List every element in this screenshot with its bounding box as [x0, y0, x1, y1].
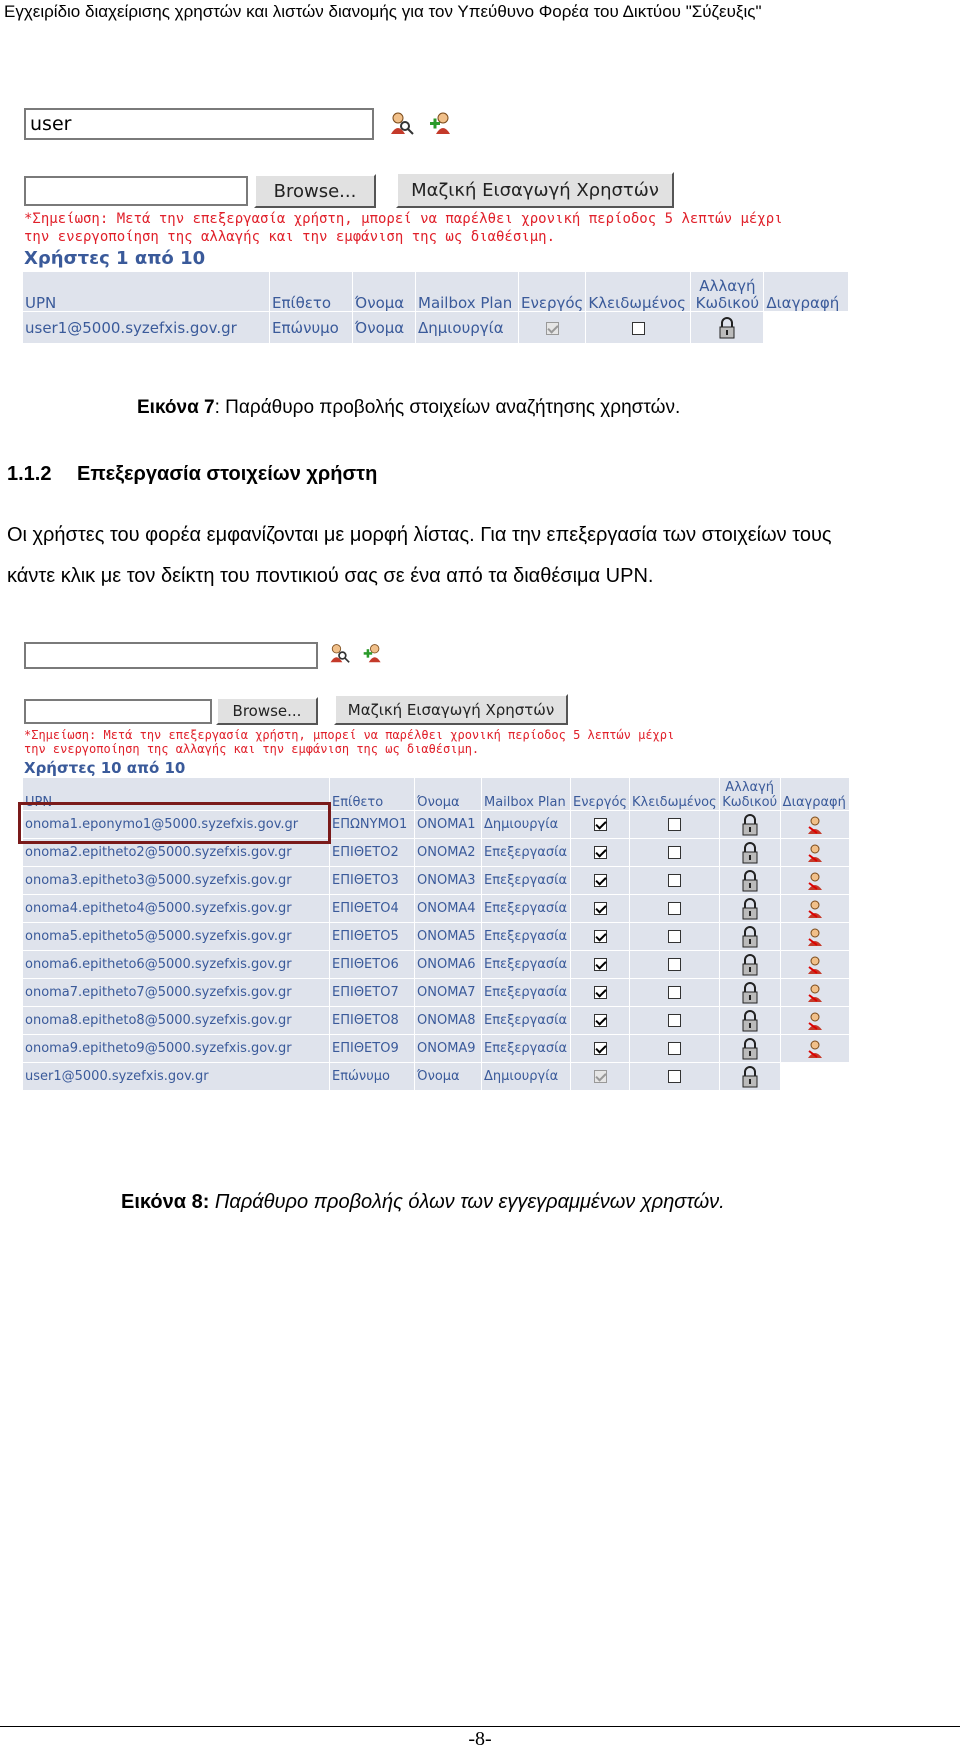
search-input[interactable] [24, 108, 374, 140]
active-cell [571, 1007, 630, 1035]
surname-cell: ΕΠΙΘΕΤΟ8 [330, 1007, 415, 1035]
lock-icon[interactable] [741, 1010, 759, 1032]
table-row [23, 951, 850, 979]
name-cell: Όνομα [353, 312, 416, 344]
active-checkbox[interactable] [594, 958, 607, 971]
active-checkbox [594, 1070, 607, 1083]
upn-link[interactable]: onoma9.epitheto9@5000.syzefxis.gov.gr [23, 1035, 330, 1063]
mailbox-plan-cell: Επεξεργασία [482, 895, 571, 923]
column-header: UPN [23, 272, 270, 312]
upn-link[interactable]: onoma5.epitheto5@5000.syzefxis.gov.gr [23, 923, 330, 951]
delete-user-icon[interactable] [806, 984, 824, 1002]
active-checkbox[interactable] [594, 818, 607, 831]
name-cell: ΟΝΟΜΑ4 [415, 895, 482, 923]
change-password-cell [719, 1063, 780, 1091]
delete-user-icon[interactable] [806, 928, 824, 946]
delete-cell [780, 951, 849, 979]
column-header: Επίθετο [330, 778, 415, 811]
upn-link[interactable]: onoma6.epitheto6@5000.syzefxis.gov.gr [23, 951, 330, 979]
locked-checkbox[interactable] [668, 1014, 681, 1027]
locked-checkbox[interactable] [668, 874, 681, 887]
change-password-cell [719, 979, 780, 1007]
locked-cell [630, 979, 720, 1007]
delete-cell [764, 312, 849, 344]
section-heading [7, 463, 377, 486]
delete-cell [780, 979, 849, 1007]
upn-link[interactable]: onoma8.epitheto8@5000.syzefxis.gov.gr [23, 1007, 330, 1035]
mailbox-plan-cell: Επεξεργασία [482, 1035, 571, 1063]
surname-cell: ΕΠΙΘΕΤΟ9 [330, 1035, 415, 1063]
surname-cell: ΕΠΙΘΕΤΟ6 [330, 951, 415, 979]
active-checkbox[interactable] [594, 874, 607, 887]
active-cell [571, 979, 630, 1007]
footer-divider [0, 1726, 960, 1727]
column-header: Mailbox Plan [416, 272, 519, 312]
lock-icon[interactable] [741, 982, 759, 1004]
locked-cell [630, 839, 720, 867]
figure-caption-8 [121, 1191, 725, 1214]
active-checkbox[interactable] [594, 1014, 607, 1027]
column-header: Αλλαγή Κωδικού [719, 778, 780, 811]
active-cell [519, 312, 586, 344]
page-number: -8- [468, 1728, 492, 1750]
change-password-cell [719, 951, 780, 979]
delete-user-icon[interactable] [806, 1012, 824, 1030]
section-title: Επεξεργασία στοιχείων χρήστη [77, 463, 378, 485]
change-password-cell [719, 1035, 780, 1063]
active-checkbox[interactable] [594, 930, 607, 943]
delete-cell [780, 811, 849, 839]
search-user-icon[interactable] [328, 642, 350, 664]
column-header: Διαγραφή [780, 778, 849, 811]
paragraph-line-2: κάντε κλικ με τον δείκτη του ποντικιού σας σε ένα από τα διαθέσιμα UPN. [7, 565, 654, 587]
locked-cell [630, 923, 720, 951]
mailbox-plan-cell: Επεξεργασία [482, 867, 571, 895]
note-line-2: την ενεργοποίηση της αλλαγής και την εμφάνιση της ως διαθέσιμη. [24, 228, 556, 245]
lock-icon[interactable] [741, 926, 759, 948]
bulk-import-button[interactable]: Μαζική Εισαγωγή Χρηστών [396, 172, 674, 208]
mailbox-plan-cell: Επεξεργασία [482, 951, 571, 979]
change-password-cell [719, 923, 780, 951]
mailbox-plan-cell: Επεξεργασία [482, 839, 571, 867]
add-user-icon[interactable] [428, 110, 454, 136]
note-line-1: *Σημείωση: Μετά την επεξεργασία χρήστη, μπορεί να παρέλθει χρονική περίοδος 5 λεπτών μέχρι [24, 728, 675, 742]
search-input[interactable] [24, 642, 318, 669]
delete-user-icon[interactable] [806, 872, 824, 890]
lock-icon[interactable] [741, 870, 759, 892]
change-password-cell [719, 895, 780, 923]
browse-button[interactable]: Browse... [254, 174, 376, 208]
active-checkbox[interactable] [594, 986, 607, 999]
locked-checkbox[interactable] [632, 322, 645, 335]
name-cell: ΟΝΟΜΑ9 [415, 1035, 482, 1063]
caption-text: Παράθυρο προβολής όλων των εγγεγραμμένων χρηστών. [209, 1191, 725, 1213]
column-header: Ενεργός [571, 778, 630, 811]
table-row [23, 923, 850, 951]
delete-cell [780, 895, 849, 923]
user-count: Χρήστες 10 από 10 [24, 759, 186, 777]
note-line-1: *Σημείωση: Μετά την επεξεργασία χρήστη, μπορεί να παρέλθει χρονική περίοδος 5 λεπτών μέχρι [24, 211, 783, 227]
table-row [23, 979, 850, 1007]
delete-cell [780, 1035, 849, 1063]
surname-cell: Επώνυμο [270, 312, 353, 344]
delete-user-icon[interactable] [806, 956, 824, 974]
surname-cell: ΕΠΩΝΥΜΟ1 [330, 811, 415, 839]
column-header: Ενεργός [519, 272, 586, 312]
note-line-2: την ενεργοποίηση της αλλαγής και την εμφάνιση της ως διαθέσιμη. [24, 742, 480, 757]
surname-cell: Επώνυμο [330, 1063, 415, 1091]
table-row [23, 1035, 850, 1063]
delete-cell [780, 1063, 849, 1091]
table-row [23, 312, 849, 344]
locked-cell [630, 1035, 720, 1063]
column-header: Αλλαγή Κωδικού [691, 272, 764, 312]
name-cell: ΟΝΟΜΑ5 [415, 923, 482, 951]
active-cell [571, 923, 630, 951]
delete-user-icon[interactable] [806, 1040, 824, 1058]
file-path-input[interactable] [24, 176, 248, 206]
caption-label: Εικόνα 8: [121, 1191, 210, 1213]
lock-icon[interactable] [718, 317, 736, 339]
browse-button[interactable]: Browse... [216, 697, 318, 725]
mailbox-plan-cell: Επεξεργασία [482, 1007, 571, 1035]
surname-cell: ΕΠΙΘΕΤΟ7 [330, 979, 415, 1007]
table-row [23, 867, 850, 895]
table-row [23, 1007, 850, 1035]
processing-note [24, 211, 783, 246]
upn-link[interactable]: onoma7.epitheto7@5000.syzefxis.gov.gr [23, 979, 330, 1007]
locked-cell [630, 867, 720, 895]
name-cell: Όνομα [415, 1063, 482, 1091]
upn-link[interactable]: onoma1.eponymo1@5000.syzefxis.gov.gr [23, 811, 330, 839]
active-cell [571, 811, 630, 839]
locked-cell [630, 1063, 720, 1091]
surname-cell: ΕΠΙΘΕΤΟ3 [330, 867, 415, 895]
change-password-cell [691, 312, 764, 344]
locked-checkbox[interactable] [668, 1070, 681, 1083]
paragraph-line-1: Οι χρήστες του φορέα εμφανίζονται με μορφή λίστας. Για την επεξεργασία των στοιχείων τους [7, 524, 832, 546]
surname-cell: ΕΠΙΘΕΤΟ5 [330, 923, 415, 951]
caption-text: : Παράθυρο προβολής στοιχείων αναζήτησης χρηστών. [214, 397, 681, 418]
upn-highlight-box [18, 802, 331, 844]
section-number: 1.1.2 [7, 463, 52, 485]
user-count: Χρήστες 1 από 10 [24, 248, 206, 269]
lock-icon[interactable] [741, 814, 759, 836]
column-header: Κλειδωμένος [630, 778, 720, 811]
search-user-icon[interactable] [388, 110, 414, 136]
lock-icon[interactable] [741, 1038, 759, 1060]
locked-checkbox[interactable] [668, 902, 681, 915]
mailbox-plan-cell: Δημιουργία [482, 811, 571, 839]
column-header: Mailbox Plan [482, 778, 571, 811]
mailbox-plan-cell: Δημιουργία [416, 312, 519, 344]
mailbox-plan-cell: Δημιουργία [482, 1063, 571, 1091]
delete-user-icon[interactable] [806, 816, 824, 834]
locked-cell [630, 811, 720, 839]
column-header: Επίθετο [270, 272, 353, 312]
lock-icon[interactable] [741, 842, 759, 864]
table-row [23, 895, 850, 923]
column-header: Όνομα [415, 778, 482, 811]
delete-cell [780, 1007, 849, 1035]
mailbox-plan-cell: Επεξεργασία [482, 979, 571, 1007]
name-cell: ΟΝΟΜΑ3 [415, 867, 482, 895]
column-header: UPN [23, 778, 330, 811]
active-cell [571, 1035, 630, 1063]
change-password-cell [719, 1007, 780, 1035]
figure-caption-7 [137, 397, 680, 419]
upn-link[interactable]: user1@5000.syzefxis.gov.gr [23, 1063, 330, 1091]
active-cell [571, 867, 630, 895]
surname-cell: ΕΠΙΘΕΤΟ2 [330, 839, 415, 867]
lock-icon[interactable] [741, 954, 759, 976]
delete-cell [780, 867, 849, 895]
locked-checkbox[interactable] [668, 846, 681, 859]
active-cell [571, 839, 630, 867]
name-cell: ΟΝΟΜΑ8 [415, 1007, 482, 1035]
delete-cell [780, 839, 849, 867]
active-checkbox[interactable] [594, 902, 607, 915]
upn-link[interactable]: onoma3.epitheto3@5000.syzefxis.gov.gr [23, 867, 330, 895]
active-cell [571, 1063, 630, 1091]
document-header-title: Εγχειρίδιο διαχείρισης χρηστών και λιστών διανομής για τον Υπεύθυνο Φορέα του Δικτύου "Σύζευξις" [4, 2, 762, 21]
search-input-value: user [30, 113, 72, 135]
delete-cell [780, 923, 849, 951]
name-cell: ΟΝΟΜΑ1 [415, 811, 482, 839]
active-cell [571, 951, 630, 979]
delete-user-icon[interactable] [806, 900, 824, 918]
name-cell: ΟΝΟΜΑ7 [415, 979, 482, 1007]
file-path-input[interactable] [24, 699, 212, 724]
upn-link[interactable]: onoma2.epitheto2@5000.syzefxis.gov.gr [23, 839, 330, 867]
add-user-icon[interactable] [362, 642, 384, 664]
users-table [22, 271, 849, 344]
delete-user-icon[interactable] [806, 844, 824, 862]
column-header: Κλειδωμένος [586, 272, 691, 312]
lock-icon[interactable] [741, 1066, 759, 1088]
active-checkbox[interactable] [594, 1042, 607, 1055]
locked-checkbox[interactable] [668, 958, 681, 971]
locked-checkbox[interactable] [668, 986, 681, 999]
change-password-cell [719, 867, 780, 895]
table-row [23, 1063, 850, 1091]
change-password-cell [719, 811, 780, 839]
lock-icon[interactable] [741, 898, 759, 920]
surname-cell: ΕΠΙΘΕΤΟ4 [330, 895, 415, 923]
active-checkbox [546, 322, 559, 335]
locked-cell [630, 1007, 720, 1035]
locked-checkbox[interactable] [668, 1042, 681, 1055]
locked-checkbox[interactable] [668, 818, 681, 831]
column-header: Διαγραφή [764, 272, 849, 312]
name-cell: ΟΝΟΜΑ6 [415, 951, 482, 979]
locked-cell [586, 312, 691, 344]
processing-note [24, 728, 674, 757]
upn-link[interactable]: user1@5000.syzefxis.gov.gr [23, 312, 270, 344]
locked-cell [630, 895, 720, 923]
upn-link[interactable]: onoma4.epitheto4@5000.syzefxis.gov.gr [23, 895, 330, 923]
locked-cell [630, 951, 720, 979]
bulk-import-button[interactable]: Μαζική Εισαγωγή Χρηστών [334, 694, 568, 725]
locked-checkbox[interactable] [668, 930, 681, 943]
active-checkbox[interactable] [594, 846, 607, 859]
column-header: Όνομα [353, 272, 416, 312]
active-cell [571, 895, 630, 923]
change-password-cell [719, 839, 780, 867]
caption-label: Εικόνα 7 [137, 397, 215, 418]
name-cell: ΟΝΟΜΑ2 [415, 839, 482, 867]
mailbox-plan-cell: Επεξεργασία [482, 923, 571, 951]
